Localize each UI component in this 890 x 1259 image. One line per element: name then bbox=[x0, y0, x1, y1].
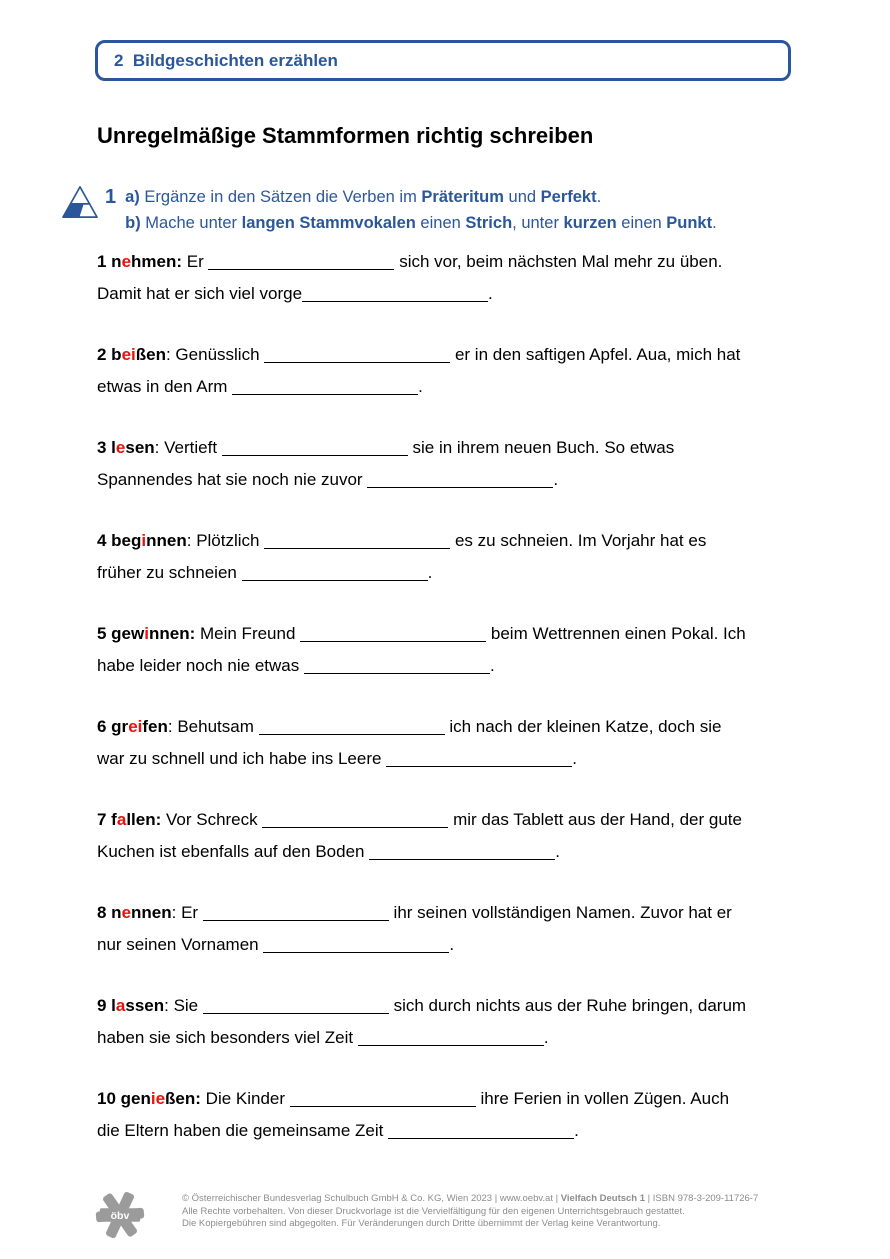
instruction-a: a) Ergänze in den Sätzen die Verben im Präteritum und Perfekt. bbox=[125, 188, 602, 206]
blank-line bbox=[388, 1124, 574, 1139]
exercise-item-gewinnen: 5 gewinnen: Mein Freund beim Wettrennen einen Pokal. Ich habe leider noch nie etwas . bbox=[97, 624, 746, 675]
chapter-header-label: 2 Bildgeschichten erzählen bbox=[114, 50, 338, 70]
blank-line bbox=[358, 1031, 544, 1046]
instruction-b: b) Mache unter langen Stammvokalen einen Strich, unter kurzen einen Punkt. bbox=[125, 214, 717, 232]
exercise-instructions bbox=[125, 184, 785, 236]
exercise-number: 1 bbox=[105, 186, 117, 208]
exercise-item-beißen: 2 beißen: Genüsslich er in den saftigen Apfel. Aua, mich hat etwas in den Arm . bbox=[97, 345, 741, 396]
exercise-item-greifen: 6 greifen: Behutsam ich nach der kleinen Katze, doch sie war zu schnell und ich habe ins Leere . bbox=[97, 717, 722, 768]
blank-line bbox=[304, 659, 490, 674]
blank-line bbox=[290, 1092, 476, 1107]
difficulty-pyramid-icon bbox=[61, 185, 99, 219]
footer-line-2: Alle Rechte vorbehalten. Von dieser Druckvorlage ist die Vervielfältigung für den eigenen Unterrichtsgebrauch gestattet. bbox=[182, 1205, 685, 1217]
svg-text:öbv: öbv bbox=[110, 1209, 130, 1222]
exercise-item-nehmen: 1 nehmen: Er sich vor, beim nächsten Mal mehr zu üben. Damit hat er sich viel vorge . bbox=[97, 252, 723, 303]
exercise-item-fallen: 7 fallen: Vor Schreck mir das Tablett aus der Hand, der gute Kuchen ist ebenfalls auf den Boden . bbox=[97, 810, 742, 861]
footer-line-3: Die Kopiergebühren sind abgegolten. Für Veränderungen durch Dritte übernimmt der Verlag keine Verantwortung. bbox=[182, 1218, 661, 1229]
blank-line bbox=[203, 906, 389, 921]
blank-line bbox=[242, 566, 428, 581]
footer-imprint bbox=[182, 1193, 762, 1231]
blank-line bbox=[222, 441, 408, 456]
exercise-items bbox=[97, 246, 813, 1176]
blank-line bbox=[259, 720, 445, 735]
blank-line bbox=[300, 627, 486, 642]
blank-line bbox=[264, 534, 450, 549]
obv-publisher-logo-icon bbox=[95, 1188, 145, 1244]
blank-line bbox=[264, 348, 450, 363]
footer-line-1: © Österreichischer Bundesverlag Schulbuch GmbH & Co. KG, Wien 2023 | www.oebv.at | Vielfach Deutsch 1 | ISBN 978-3-209-11726-7 bbox=[182, 1193, 759, 1204]
page-title: Unregelmäßige Stammformen richtig schreiben bbox=[97, 123, 594, 148]
blank-line bbox=[232, 380, 418, 395]
exercise-item-genießen: 10 genießen: Die Kinder ihre Ferien in vollen Zügen. Auch die Eltern haben die gemeinsame Zeit . bbox=[97, 1089, 730, 1140]
blank-line bbox=[367, 473, 553, 488]
exercise-item-lassen: 9 lassen: Sie sich durch nichts aus der Ruhe bringen, darum haben sie sich besonders viel Zeit . bbox=[97, 996, 747, 1047]
exercise-item-lesen: 3 lesen: Vertieft sie in ihrem neuen Buch. So etwas Spannendes hat sie noch nie zuvor . bbox=[97, 438, 675, 489]
blank-line bbox=[302, 287, 488, 302]
footer bbox=[95, 1188, 762, 1244]
blank-line bbox=[208, 255, 394, 270]
blank-line bbox=[262, 813, 448, 828]
blank-line bbox=[369, 845, 555, 860]
blank-line bbox=[203, 999, 389, 1014]
exercise-item-beginnen: 4 beginnen: Plötzlich es zu schneien. Im Vorjahr hat es früher zu schneien . bbox=[97, 531, 707, 582]
exercise-item-nennen: 8 nennen: Er ihr seinen vollständigen Namen. Zuvor hat er nur seinen Vornamen . bbox=[97, 903, 732, 954]
blank-line bbox=[263, 938, 449, 953]
exercise-header bbox=[61, 184, 785, 236]
blank-line bbox=[386, 752, 572, 767]
chapter-header-box bbox=[95, 40, 791, 81]
